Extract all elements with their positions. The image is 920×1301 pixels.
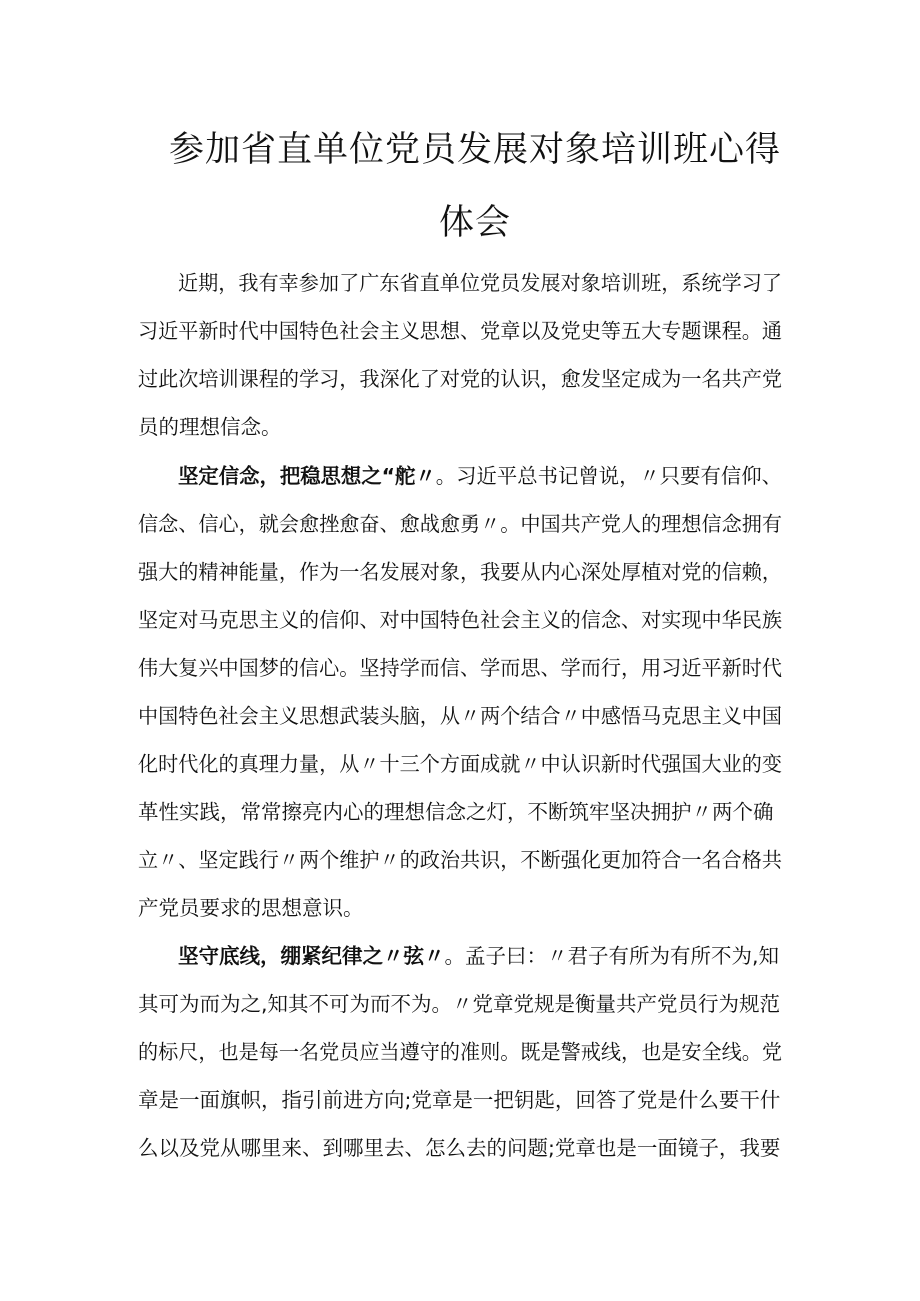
paragraph-3-line-4: 章是一面旗帜，指引前进方向;党章是一把钥匙，回答了党是什么要干什 (138, 1088, 781, 1112)
paragraph-1-line-2: 习近平新时代中国特色社会主义思想、党章以及党史等五大专题课程。通 (138, 319, 782, 343)
paragraph-1-line-4: 员的理想信念。 (138, 415, 282, 439)
paragraph-2-line-1-text: 。习近平总书记曾说，〃只要有信仰、 (435, 464, 782, 488)
paragraph-2-line-4: 坚定对马克思主义的信仰、对中国特色社会主义的信念、对实现中华民族 (138, 608, 782, 632)
section-heading-faith: 坚定信念，把稳思想之“舵〃 (178, 464, 436, 488)
paragraph-2-line-9: 立〃、坚定践行〃两个维护〃的政治共识，不断强化更加符合一名合格共 (138, 848, 782, 872)
paragraph-2-line-10: 产党员要求的思想意识。 (138, 896, 364, 920)
paragraph-3-line-2: 其可为而为之,知其不可为而不为。〃党章党规是衡量共产党员行为规范 (138, 992, 781, 1016)
document-title-line-1: 参加省直单位党员发展对象培训班心得 (168, 130, 781, 170)
paragraph-2-line-6: 中国特色社会主义思想武装头脑，从〃两个结合〃中感悟马克思主义中国 (138, 704, 782, 728)
paragraph-2-line-3: 强大的精神能量，作为一名发展对象，我要从内心深处厚植对党的信赖， (138, 560, 782, 584)
paragraph-3-line-1 (178, 943, 779, 969)
paragraph-2-line-7: 化时代化的真理力量，从〃十三个方面成就〃中认识新时代强国大业的变 (138, 752, 782, 776)
paragraph-2-line-8: 革性实践，常常擦亮内心的理想信念之灯，不断筑牢坚决拥护〃两个确 (138, 800, 774, 824)
paragraph-3-line-1-text: 。孟子曰：〃君子有所为有所不为,知 (444, 944, 780, 968)
document-title-line-2: 体会 (438, 203, 511, 243)
section-heading-discipline: 坚守底线，绷紧纪律之〃弦〃 (178, 944, 445, 968)
paragraph-2-line-2: 信念、信心，就会愈挫愈奋、愈战愈勇〃。中国共产党人的理想信念拥有 (138, 512, 782, 536)
paragraph-3-line-5: 么以及党从哪里来、到哪里去、怎么去的问题;党章也是一面镜子，我要 (138, 1136, 781, 1160)
paragraph-2-line-5: 伟大复兴中国梦的信心。坚持学而信、学而思、学而行，用习近平新时代 (138, 656, 782, 680)
paragraph-1-line-1: 近期，我有幸参加了广东省直单位党员发展对象培训班，系统学习了 (178, 271, 782, 295)
paragraph-1-line-3: 过此次培训课程的学习，我深化了对党的认识，愈发坚定成为一名共产党 (138, 367, 782, 391)
paragraph-2-line-1 (178, 463, 782, 489)
paragraph-3-line-3: 的标尺，也是每一名党员应当遵守的准则。既是警戒线，也是安全线。党 (138, 1040, 782, 1064)
